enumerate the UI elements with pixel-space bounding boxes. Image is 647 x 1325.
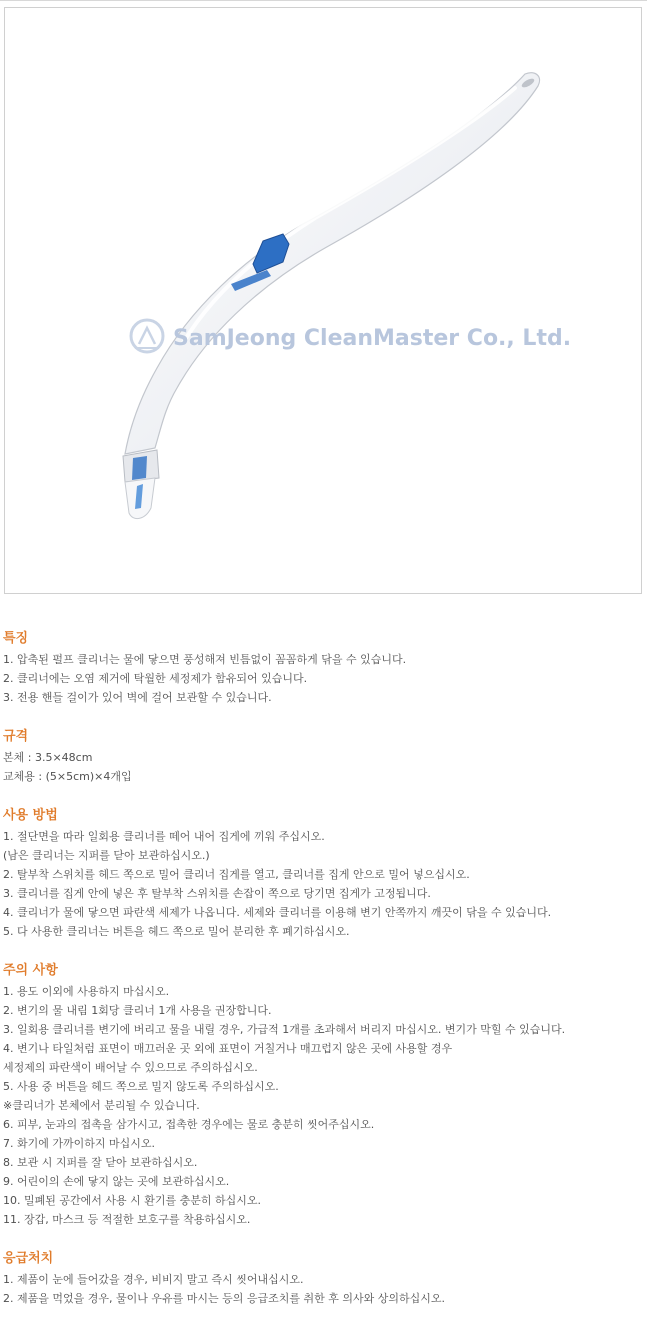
list-item: 교체용 : (5×5cm)×4개입 [3,770,132,783]
list-item: 본체 : 3.5×48cm [3,751,93,764]
specs-heading: 규격 [3,729,29,744]
list-item: 5. 다 사용한 클리너는 버튼을 헤드 쪽으로 밀어 분리한 후 폐기하십시오. [3,925,350,938]
watermark-text: SamJeong CleanMaster Co., Ltd. [173,326,572,351]
list-item: 2. 제품을 먹었을 경우, 물이나 우유를 마시는 등의 응급조치를 취한 후 의사와 상의하십시오. [3,1292,445,1305]
list-item: 6. 피부, 눈과의 접촉을 삼가시고, 접촉한 경우에는 물로 충분히 씻어주십시오. [3,1118,375,1131]
list-item: 1. 제품이 눈에 들어갔을 경우, 비비지 말고 즉시 씻어내십시오. [3,1273,304,1286]
list-item: 3. 클리너를 집게 안에 넣은 후 탈부착 스위치를 손잡이 쪽으로 당기면 집게가 고정됩니다. [3,887,431,900]
list-item: 2. 클리너에는 오염 제거에 탁월한 세정제가 함유되어 있습니다. [3,672,308,685]
usage-heading: 사용 방법 [3,808,58,823]
usage-section [3,805,643,941]
list-item: ※클리너가 본체에서 분리될 수 있습니다. [3,1099,200,1112]
company-logo-icon [131,320,163,352]
list-item: 세정제의 파란색이 배어날 수 있으므로 주의하십시오. [3,1061,258,1074]
product-info [3,628,643,1308]
cautions-heading: 주의 사항 [3,963,58,978]
list-item: 2. 탈부착 스위치를 헤드 쪽으로 밀어 클리너 집게를 열고, 클리너를 집게 안으로 밀어 넣으십시오. [3,868,470,881]
list-item: 4. 클리너가 물에 닿으면 파란색 세제가 나옵니다. 세제와 클리너를 이용해 변기 안쪽까지 깨끗이 닦을 수 있습니다. [3,906,552,919]
list-item: 1. 절단면을 따라 일회용 클리너를 떼어 내어 집게에 끼워 주십시오. [3,830,325,843]
list-item: 2. 변기의 물 내림 1회당 클리너 1개 사용을 권장합니다. [3,1004,272,1017]
list-item: 9. 어린이의 손에 닿지 않는 곳에 보관하십시오. [3,1175,230,1188]
features-section [3,628,643,707]
list-item: 5. 사용 중 버튼을 헤드 쪽으로 밀지 않도록 주의하십시오. [3,1080,279,1093]
list-item: 3. 일회용 클리너를 변기에 버리고 물을 내릴 경우, 가급적 1개를 초과해서 버리지 마십시오. 변기가 막힐 수 있습니다. [3,1023,566,1036]
product-image [4,7,642,594]
handle-shape [125,73,540,454]
list-item: 7. 화기에 가까이하지 마십시오. [3,1137,155,1150]
top-divider [0,0,647,1]
list-item: 11. 장갑, 마스크 등 적절한 보호구를 착용하십시오. [3,1213,251,1226]
list-item: 1. 용도 이외에 사용하지 마십시오. [3,985,170,998]
list-item: 3. 전용 핸들 걸이가 있어 벽에 걸어 보관할 수 있습니다. [3,691,272,704]
list-item: 1. 압축된 펄프 클리너는 물에 닿으면 풍성해져 빈틈없이 꼼꼼하게 닦을 수 있습니다. [3,653,407,666]
cautions-section [3,960,643,1229]
specs-section [3,726,643,786]
first-aid-section [3,1248,643,1308]
list-item: 8. 보관 시 지퍼를 잘 닫아 보관하십시오. [3,1156,198,1169]
first-aid-heading: 응급처치 [3,1251,54,1266]
features-heading: 특징 [3,631,29,646]
list-item: 10. 밀폐된 공간에서 사용 시 환기를 충분히 하십시오. [3,1194,261,1207]
list-item: (남은 클리너는 지퍼를 닫아 보관하십시오.) [3,849,210,862]
toilet-brush-illustration [5,8,641,593]
list-item: 4. 변기나 타일처럼 표면이 매끄러운 곳 외에 표면이 거칠거나 매끄럽지 않은 곳에 사용할 경우 [3,1042,453,1055]
